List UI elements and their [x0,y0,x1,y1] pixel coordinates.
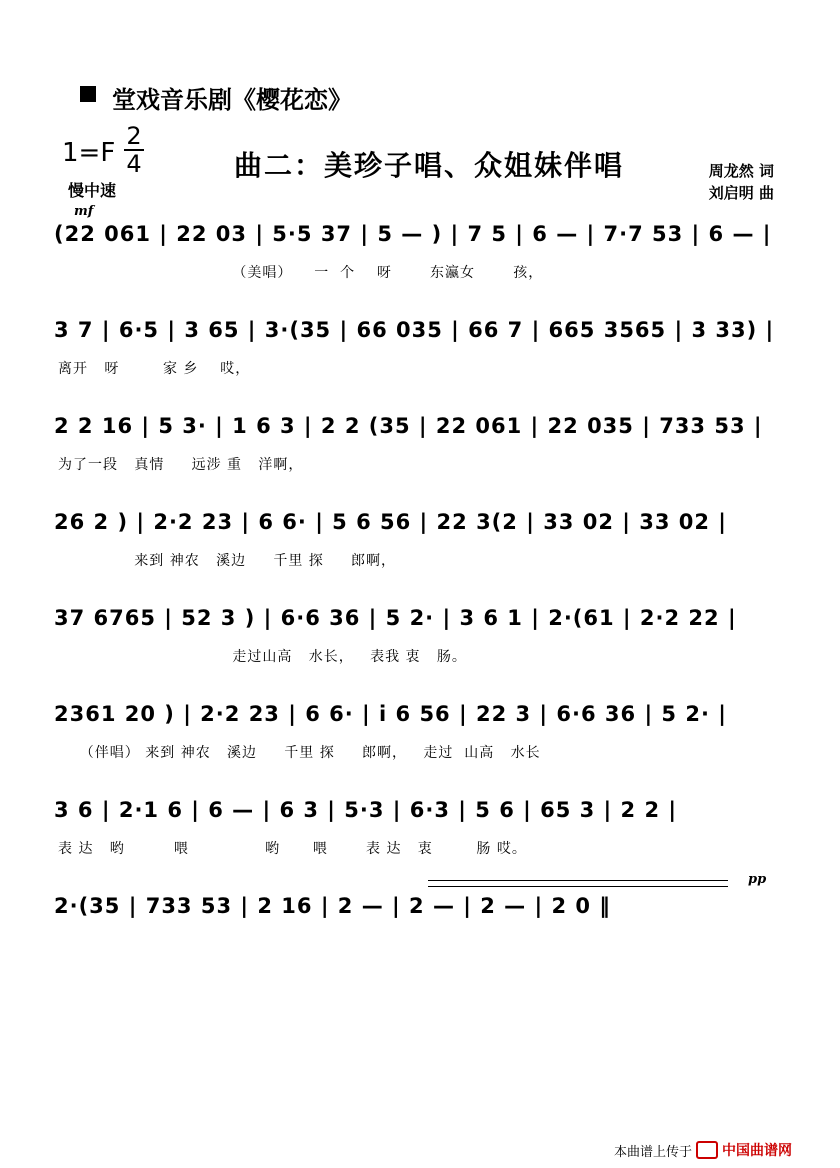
footer-credit [614,1140,792,1160]
section-square-icon [80,86,96,102]
lyrics-line-1: （美唱） 一 个 呀 东瀛女 孩， [58,265,544,281]
time-sig-top: 2 [126,122,142,150]
notation-line-5: 37 6765 | 52 3 ) | 6·6 36 | 5 2· | 3 6 1 | 2·(61 | 2·2 22 | [54,606,737,630]
dynamic-mf: mf [74,204,94,219]
dynamic-pp: pp [748,872,767,887]
footer-site-name: 中国曲谱网 [722,1143,792,1159]
footer-upload-text: 本曲谱上传于 [613,1144,692,1160]
notation-line-2: 3 7 | 6·5 | 3 65 | 3·(35 | 66 035 | 66 7 | 665 3565 | 3 33) | [54,318,775,342]
key-signature: 1=F [62,138,116,168]
notation-line-6: 2361 20 ) | 2·2 23 | 6 6· | i 6 56 | 22 3 | 6·6 36 | 5 2· | [54,702,727,726]
time-sig-bottom: 4 [126,150,142,178]
song-title: 曲二：美珍子唱、众姐妹伴唱 [234,149,625,182]
composer-credit: 刘启明 曲 [708,184,774,202]
notation-line-7: 3 6 | 2·1 6 | 6 — | 6 3 | 5·3 | 6·3 | 5 6 | 65 3 | 2 2 | [54,798,678,822]
notation-line-1: (22 061 | 22 03 | 5·5 37 | 5 — ) | 7 5 | 6 — | 7·7 53 | 6 — | [54,222,772,246]
diminuendo-line-top [428,880,728,881]
site-logo-icon [696,1141,718,1159]
lyrics-line-3: 为了一段 真情 远涉 重 洋啊， [58,457,304,473]
lyrics-line-2: 离开 呀 家 乡 哎， [58,361,251,377]
lyrics-line-4: 来到 神农 溪边 千里 探 郎啊， [58,553,397,569]
notation-line-8: 2·(35 | 733 53 | 2 16 | 2 — | 2 — | 2 — | 2 0 ‖ [54,894,611,918]
notation-line-4: 26 2 ) | 2·2 23 | 6 6· | 5 6 56 | 22 3(2 | 33 02 | 33 02 | [54,510,727,534]
lyricist-credit: 周龙然 词 [708,162,774,180]
notation-line-3: 2 2 16 | 5 3· | 1 6 3 | 2 2 (35 | 22 061 | 22 035 | 733 53 | [54,414,763,438]
lyrics-line-5: 走过山高 水长， 表我 衷 肠。 [58,649,467,665]
time-signature [124,124,144,176]
lyrics-line-7: 表 达 哟 喂 哟 喂 表 达 衷 肠 哎。 [58,841,527,857]
series-title: 堂戏音乐剧《樱花恋》 [112,85,352,114]
tempo-marking: 慢中速 [68,181,117,200]
lyrics-line-6: （伴唱） 来到 神农 溪边 千里 探 郎啊， 走过 山高 水长 [58,745,541,761]
diminuendo-line-bottom [428,886,728,887]
